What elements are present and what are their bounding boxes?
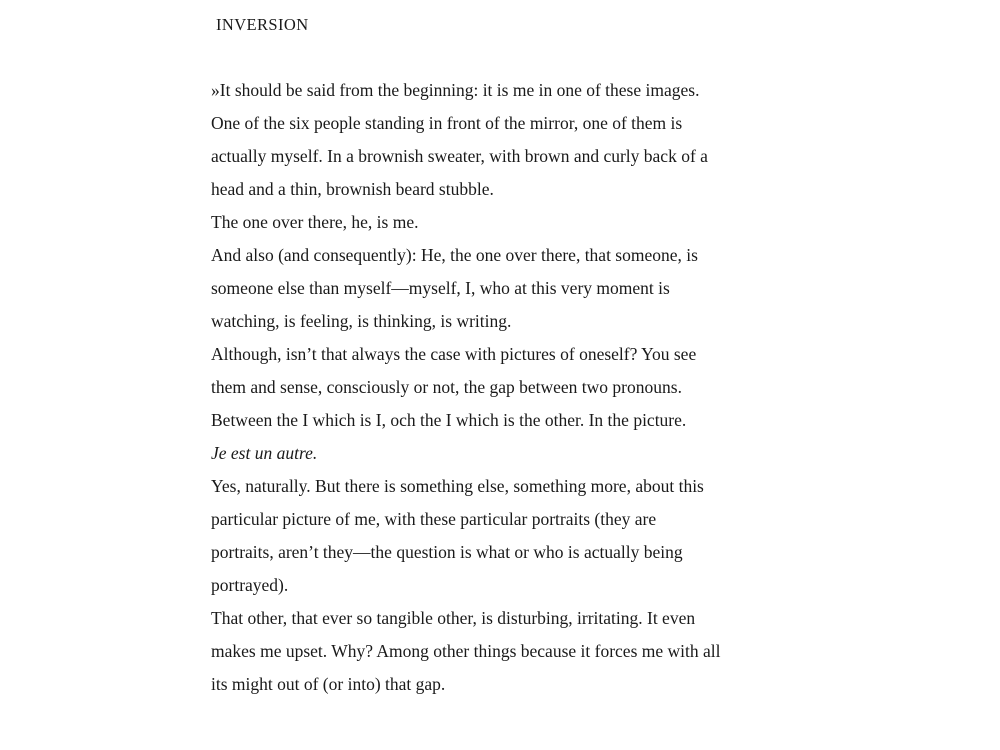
text-line: watching, is feeling, is thinking, is writing. [211,311,512,331]
text-line-italic-quote: Je est un autre. [211,443,318,463]
text-line: And also (and consequently): He, the one over there, that someone, is [211,245,698,265]
text-line: makes me upset. Why? Among other things because it forces me with all [211,641,721,661]
text-line: them and sense, consciously or not, the gap between two pronouns. [211,377,682,397]
text-line: someone else than myself—myself, I, who at this very moment is [211,278,670,298]
text-line: One of the six people standing in front of the mirror, one of them is [211,113,683,133]
page-title: INVERSION [216,15,309,34]
text-line: Between the I which is I, och the I which is the other. In the picture. [211,410,687,430]
text-line: portraits, aren’t they—the question is what or who is actually being [211,542,683,562]
text-line: its might out of (or into) that gap. [211,674,446,694]
text-line: The one over there, he, is me. [211,212,419,232]
text-line: That other, that ever so tangible other, is disturbing, irritating. It even [211,608,696,628]
text-line: head and a thin, brownish beard stubble. [211,179,494,199]
text-line: particular picture of me, with these particular portraits (they are [211,509,657,529]
text-line: actually myself. In a brownish sweater, with brown and curly back of a [211,146,708,166]
text-line: Although, isn’t that always the case with pictures of oneself? You see [211,344,697,364]
document-body [211,74,851,701]
text-line: Yes, naturally. But there is something else, something more, about this [211,476,704,496]
text-line: portrayed). [211,575,289,595]
text-line: »It should be said from the beginning: it is me in one of these images. [211,80,700,100]
